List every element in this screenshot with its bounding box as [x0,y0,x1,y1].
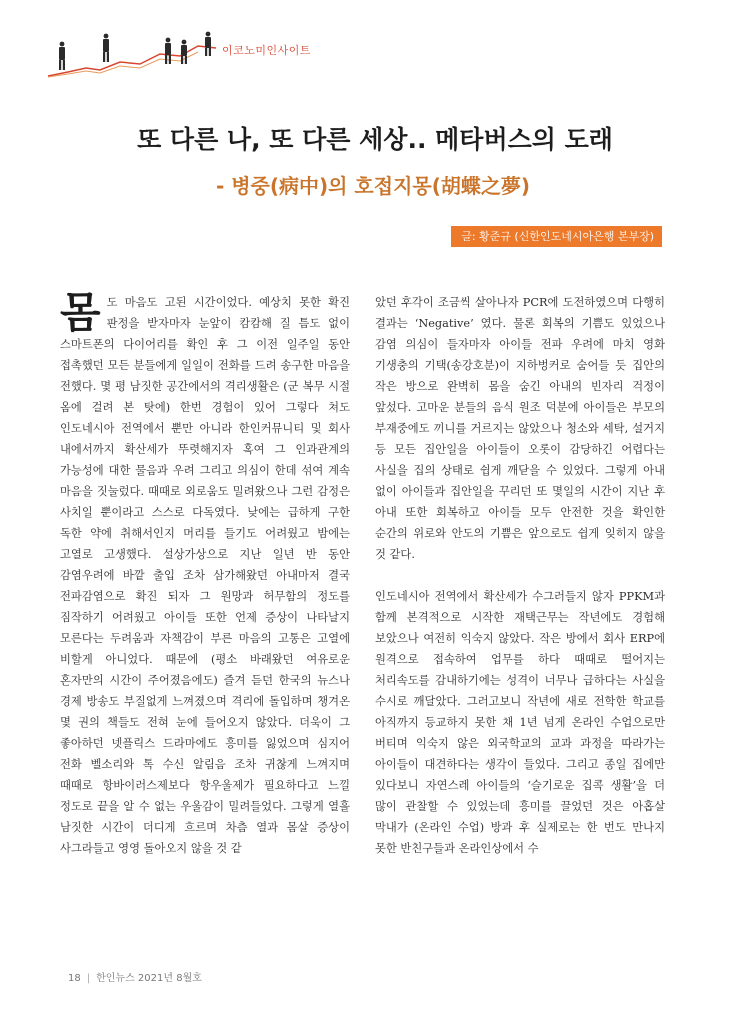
article-column-left [60,288,350,880]
paragraph-text: 도 마음도 고된 시간이었다. 예상치 못한 확진 판정을 받자마자 눈앞이 캄캄해 질 틈도 없이 스마트폰의 다이어리를 확인 후 그 이전 일주일 동안 접촉했던 모든 분들에게 일일이 전화를 드려 송구한 마음을 전했다. 몇 평 남짓한 공간에서의 격리생활은 (군 복무 시절 옴에 걸려 본 탓에) 한번 경험이 있어 그렇다 쳐도 인도네시아 전역에서 뿐만 아니라 한인커뮤니티 및 회사 내에서까지 확산세가 뚜렷해지자 혹여 그 인과관계의 가능성에 대한 물음과 우려 그리고 의심이 한데 섞여 계속 마음을 짓눌렀다. 때때로 외로움도 밀려왔으나 그런 감정은 사치일 뿐이라고 스스로 다독였다. 낮에는 급하게 구한 독한 약에 취해서인지 머리를 들기도 어려웠고 밤에는 고열로 고생했다. 설상가상으로 지난 일년 반 동안 감염우려에 바깥 출입 조차 삼가해왔던 아내마저 결국 전파감염으로 확진 되자 그 원망과 허무함의 정도를 짐작하기 어려웠고 아이들 또한 언제 증상이 나타날지 모른다는 두려움과 자책감이 부른 마음의 고통은 고열에 비할게 아니었다. 때문에 (평소 바래왔던 여유로운 혼자만의 시간이 주어졌음에도) 즐겨 듣던 한국의 뉴스나 경제 방송도 부질없게 느껴졌으며 격리에 돌입하며 챙겨온 몇 권의 책들도 전혀 눈에 들어오지 않았다. 더욱이 그 좋아하던 넷플릭스 드라마에도 흥미를 잃었으며 심지어 전화 벨소리와 톡 수신 알림음 조차 귀찮게 느껴지며 때때로 항바이러스제보다 항우울제가 필요하다고 느낄 정도로 끝을 알 수 없는 우울감이 밀려들었다. 그렇게 열흘 남짓한 시간이 더디게 흐르며 차츰 열과 몸살 증상이 사그라들고 영영 돌아오지 않을 것 같 [60,296,350,855]
rising-graph-people-icon [48,30,248,78]
page-footer [68,969,202,984]
section-label: 이코노미인사이트 [222,44,312,57]
article-subtitle: - 병중(病中)의 호접지몽(胡蝶之夢) [215,174,530,198]
article-column-right [375,292,665,880]
article-paragraph [60,288,350,859]
magazine-issue: 한인뉴스 2021년 8월호 [96,973,202,984]
article-paragraph: 았던 후각이 조금씩 살아나자 PCR에 도전하였으며 다행히 결과는 ‘Negative’ 였다. 물론 회복의 기쁨도 있었으나 감염 의심이 들자마자 아이들 전파 우려에 마치 영화 기생충의 기택(송강호분)이 지하벙커로 숨어들 듯 집안의 작은 방으로 완벽히 몸을 숨긴 아내의 빈자리 걱정이 앞섰다. 고마운 분들의 음식 원조 덕분에 아이들은 부모의 부재중에도 끼니를 거르지는 않았으나 청소와 세탁, 설거지 등 모든 집안일을 아이들이 오롯이 감당하긴 어렵다는 사실을 집의 상태로 쉽게 깨닫을 수 있었다. 그렇게 아내 없이 아이들과 집안일을 꾸리던 또 몇일의 시간이 지난 후 아내 또한 회복하고 아이들 모두 안전한 것을 확인한 순간의 위로와 안도의 기쁨은 앞으로도 쉽게 잊히지 않을 것 같다. [375,296,665,561]
page-number: 18 [68,973,81,984]
drop-cap: 몸 [60,288,101,337]
author-byline: 글: 황준규 (신한인도네시아은행 본부장) [451,226,662,247]
header-business-illustration [48,30,248,78]
article-title: 또 다른 나, 또 다른 세상.. 메타버스의 도래 [137,125,613,154]
article-paragraph: 인도네시아 전역에서 확산세가 수그러들지 않자 PPKM과 함께 본격적으로 시작한 재택근무는 작년에도 경험해 보았으나 여전히 익숙지 않았다. 작은 방에서 회사 ERP에 원격으로 접속하여 업무를 하다 때때로 떨어지는 처리속도를 감내하기에는 성격이 너무나 급하다는 사실을 수시로 깨달았다. 그러고보니 작년에 새로 전학한 학교를 아직까지 등교하지 못한 채 1년 넘게 온라인 수업으로만 버티며 익숙지 않은 외국학교의 교과 과정을 따라가는 아이들이 대견하다는 생각이 들었다. 그리고 종일 집에만 있다보니 자연스레 아이들의 ‘슬기로운 집콕 생활’을 더 많이 관찰할 수 있었는데 흥미를 끌었던 것은 아홉살 막내가 (온라인 수업) 방과 후 실제로는 한 번도 만나지 못한 반친구들과 온라인상에서 수 [375,590,665,855]
footer-divider: | [86,973,91,984]
